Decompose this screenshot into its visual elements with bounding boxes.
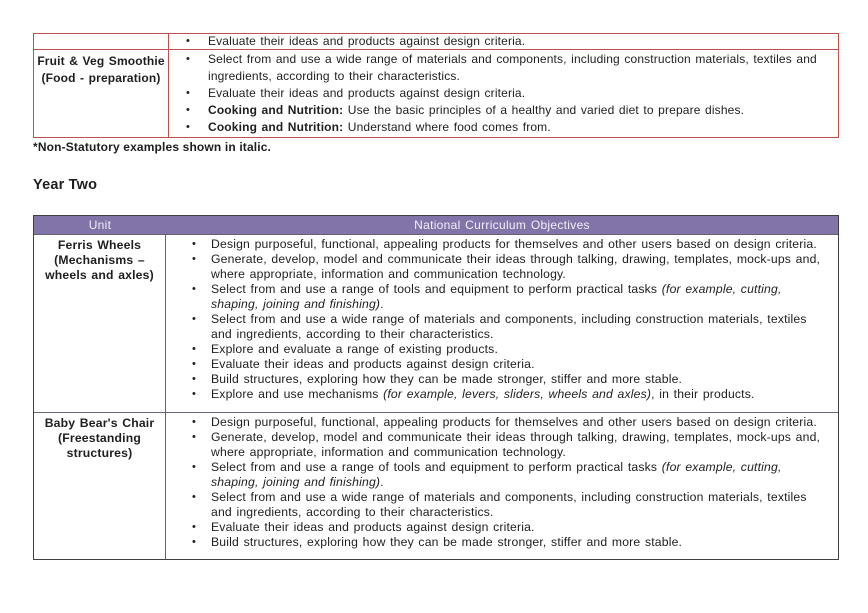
ks1-unit-row: [34, 49, 838, 137]
objective-text: Build structures, exploring how they can be made stronger, stiffer and more stable.: [211, 535, 683, 549]
year-two-unit-row: [34, 412, 838, 559]
objective-bullet-item: [166, 460, 828, 490]
objective-text: Cooking and Nutrition: Use the basic principles of a healthy and varied diet to prepare dishes.: [208, 103, 745, 117]
objective-text: Select from and use a wide range of materials and components, including construction materials, textiles and ingredients, according to their characteristics.: [211, 312, 807, 341]
objective-text: Generate, develop, model and communicate their ideas through talking, drawing, templates, mock-ups and, where appropriate, information and communication technology.: [211, 252, 821, 281]
objective-text: Build structures, exploring how they can be made stronger, stiffer and more stable.: [211, 372, 683, 386]
objectives-cell: [169, 34, 838, 49]
unit-name-line: structures): [66, 446, 133, 460]
bullet-icon: •: [192, 521, 197, 533]
bullet-icon: •: [192, 416, 197, 428]
bullet-icon: •: [192, 238, 197, 250]
unit-cell: [34, 34, 169, 49]
bullet-icon: •: [192, 388, 197, 400]
objective-text: Evaluate their ideas and products against design criteria.: [211, 357, 535, 371]
objective-bullet-item: [166, 387, 828, 402]
unit-cell: [34, 413, 166, 559]
objective-bullet-item: [166, 535, 828, 550]
bullet-icon: •: [192, 431, 197, 443]
bullet-icon: •: [192, 313, 197, 325]
bullet-icon: •: [186, 121, 191, 133]
bullet-icon: •: [186, 53, 191, 65]
bullet-icon: •: [192, 536, 197, 548]
bullet-icon: •: [186, 104, 191, 116]
bullet-icon: •: [192, 358, 197, 370]
unit-cell: [34, 235, 166, 412]
objective-text: Evaluate their ideas and products against design criteria.: [211, 520, 535, 534]
objective-text: Evaluate their ideas and products against design criteria.: [208, 86, 526, 100]
objective-text: Select from and use a range of tools and equipment to perform practical tasks (for example, cutting, shaping, joining and finishing).: [211, 282, 782, 311]
objective-text: Generate, develop, model and communicate their ideas through talking, drawing, templates, mock-ups and, where appropriate, information and communication technology.: [211, 430, 821, 459]
objective-bullet-item: [166, 490, 828, 520]
objective-bullet-item: [166, 312, 828, 342]
objective-text: Design purposeful, functional, appealing products for themselves and other users based on design criteria.: [211, 415, 817, 429]
objective-text: Select from and use a wide range of materials and components, including construction materials, textiles and ingredients, according to their characteristics.: [211, 490, 807, 519]
objective-text: Explore and use mechanisms (for example, levers, sliders, wheels and axles), in their products.: [211, 387, 755, 401]
ks1-units-table: [33, 33, 839, 138]
objective-bullet-item: [166, 372, 828, 387]
objective-bullet-item: [169, 85, 830, 102]
year-two-table: [33, 215, 839, 560]
unit-name-line: (Food - preparation): [41, 71, 161, 85]
objective-text: Select from and use a range of tools and equipment to perform practical tasks (for example, cutting, shaping, joining and finishing).: [211, 460, 782, 489]
bullet-icon: •: [192, 253, 197, 265]
objectives-cell: [166, 413, 838, 559]
objective-bullet-item: [166, 357, 828, 372]
bullet-icon: •: [186, 35, 191, 47]
bullet-icon: •: [192, 283, 197, 295]
unit-name-line: (Mechanisms –: [54, 253, 145, 267]
unit-name-line: (Freestanding: [58, 431, 141, 445]
objective-bullet-item: [166, 282, 828, 312]
objective-text: Select from and use a wide range of materials and components, including construction materials, textiles and ingredients, according to their characteristics.: [208, 52, 817, 83]
year-two-unit-row: [34, 234, 838, 412]
objective-bullet-item: [169, 119, 830, 136]
objective-text: Cooking and Nutrition: Understand where food comes from.: [208, 120, 551, 134]
objective-bullet-item: [166, 430, 828, 460]
objectives-cell: [166, 235, 838, 412]
unit-name-line: wheels and axles): [45, 268, 154, 282]
objectives-cell: [169, 50, 838, 137]
objective-bullet-item: [169, 34, 830, 48]
bullet-icon: •: [192, 461, 197, 473]
non-statutory-note: *Non-Statutory examples shown in italic.: [33, 140, 272, 154]
unit-name-line: Fruit & Veg Smoothie: [37, 54, 165, 68]
objective-bullet-item: [166, 252, 828, 282]
unit-name-line: Ferris Wheels: [57, 238, 142, 252]
bullet-icon: •: [186, 87, 191, 99]
objective-text: Evaluate their ideas and products against design criteria.: [208, 34, 526, 48]
unit-name-line: Baby Bear's Chair: [44, 416, 155, 430]
objective-bullet-item: [166, 520, 828, 535]
objective-bullet-item: [166, 415, 828, 430]
bullet-icon: •: [192, 491, 197, 503]
bullet-icon: •: [192, 343, 197, 355]
year-two-heading: Year Two: [33, 177, 98, 193]
ks1-unit-row: [34, 34, 838, 49]
unit-cell: [34, 50, 169, 137]
column-header-unit: Unit: [88, 218, 112, 232]
table-header-row: [34, 216, 838, 234]
objective-bullet-item: [166, 237, 828, 252]
column-header-objectives: National Curriculum Objectives: [414, 218, 590, 232]
objective-text: Design purposeful, functional, appealing products for themselves and other users based on design criteria.: [211, 237, 817, 251]
objective-text: Explore and evaluate a range of existing products.: [211, 342, 499, 356]
objective-bullet-item: [166, 342, 828, 357]
objective-bullet-item: [169, 102, 830, 119]
bullet-icon: •: [192, 373, 197, 385]
objective-bullet-item: [169, 51, 830, 85]
